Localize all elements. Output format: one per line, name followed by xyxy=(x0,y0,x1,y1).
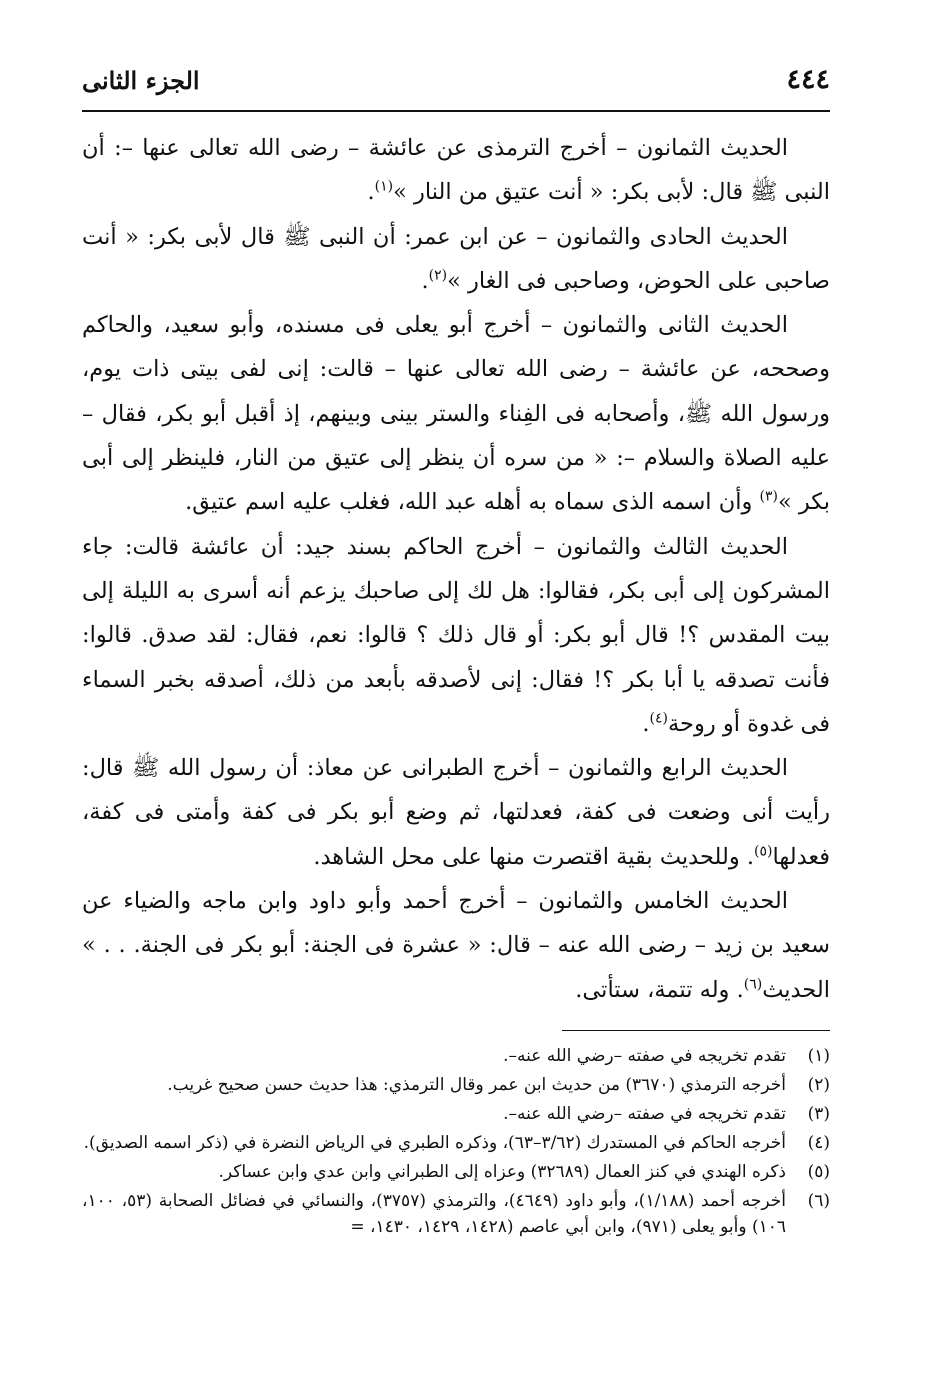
hadith-80: الحديث الثمانون – أخرج الترمذى عن عائشة – رضى الله تعالى عنها –: أن النبى ﷺ قال: لأبى بكر: « أنت عتيق من النار »$^{(١)}$. xyxy=(82,135,830,206)
footnote-ref: (٣) xyxy=(759,488,778,505)
page-header xyxy=(82,62,830,106)
header-rule xyxy=(82,110,830,112)
footnotes xyxy=(82,1043,830,1240)
footnote-ref: (٦) xyxy=(743,976,763,993)
hadith-81: الحديث الحادى والثمانون – عن ابن عمر: أن النبى ﷺ قال لأبى بكر: « أنت صاحبى على الحوض، وصاحبى فى الغار »$^{(٢)}$. xyxy=(82,223,830,294)
page-number: ٤٤٤ xyxy=(786,64,830,95)
volume-title: الجزء الثانى xyxy=(82,66,200,95)
footnote-ref: (١) xyxy=(374,178,394,195)
footnote: (٤) أخرجه الحاكم في المستدرك (٣/٦٢–٦٣)، وذكره الطبري في الرياض النضرة في (ذكر اسمه الصديق). xyxy=(83,1132,830,1153)
footnote: (٦) أخرجه أحمد (١/١٨٨)، وأبو داود (٤٦٤٩)، والترمذي (٣٧٥٧)، والنسائي في فضائل الصحابة (٥٣، ١٠٠، ١٠٦) وأبو يعلى (٩٧١)، وابن أبي عاصم (١٤٢٨، ١٤٢٩، ١٤٣٠، = xyxy=(82,1190,830,1237)
main-text xyxy=(82,126,830,1012)
footnote: (١) تقدم تخريجه في صفته –رضي الله عنه–. xyxy=(503,1045,830,1066)
book-page xyxy=(82,62,830,1322)
footnote-ref: (٢) xyxy=(428,267,448,284)
hadith-83: الحديث الثالث والثمانون – أخرج الحاكم بسند جيد: أن عائشة قالت: جاء المشركون إلى أبى بكر، فقالوا: هل لك إلى صاحبك يزعم أنه أسرى به الليلة إلى بيت المقدس ؟! قال أبو بكر: أو قال ذلك ؟ قالوا: نعم، فقال: لقد صدق. قالوا: فأنت تصدقه يا أبا بكر ؟! فقال: إنى لأصدقه بأبعد من ذلك، أصدقه بخبر السماء فى غدوة أو روحة$^{(٤)}$. xyxy=(82,533,830,737)
footnote-rule xyxy=(562,1030,830,1031)
hadith-82: الحديث الثانى والثمانون – أخرج أبو يعلى فى مسنده، وأبو سعيد، والحاكم وصححه، عن عائشة – رضى الله تعالى عنها – قالت: إنى لفى بيتى ذات يوم، ورسول الله ﷺ، وأصحابه فى الفِناء والستر بينى وبينهم، إذ أقبل أبو بكر، فقال – عليه الصلاة والسلام –: « من سره أن ينظر إلى عتيق من النار، فلينظر إلى أبى بكر »$^{(٣)}$ وأن اسمه الذى سماه به أهله عبد الله، فغلب عليه اسم عتيق. xyxy=(82,312,830,516)
hadith-84: الحديث الرابع والثمانون – أخرج الطبرانى عن معاذ: أن رسول الله ﷺ قال: رأيت أنى وضعت فى كفة، فعدلتها، ثم وضع أبو بكر فى كفة وأمتى فى كفة، فعدلها$^{(٥)}$. وللحديث بقية اقتصرت منها على محل الشاهد. xyxy=(82,755,830,870)
footnote-ref: (٤) xyxy=(649,710,668,727)
footnote: (٥) ذكره الهندي في كنز العمال (٣٢٦٨٩) وعزاه إلى الطبراني وابن عدي وابن عساكر. xyxy=(218,1161,830,1182)
footnote: (٣) تقدم تخريجه في صفته –رضي الله عنه–. xyxy=(503,1103,830,1124)
hadith-85: الحديث الخامس والثمانون – أخرج أحمد وأبو داود وابن ماجه والضياء عن سعيد بن زيد – رضى الله عنه – قال: « عشرة فى الجنة: أبو بكر فى الجنة. . . » الحديث$^{(٦)}$. وله تتمة، ستأتى. xyxy=(82,888,830,1003)
footnote: (٢) أخرجه الترمذي (٣٦٧٠) من حديث ابن عمر وقال الترمذي: هذا حديث حسن صحيح غريب. xyxy=(167,1074,830,1095)
footnote-ref: (٥) xyxy=(754,843,773,860)
